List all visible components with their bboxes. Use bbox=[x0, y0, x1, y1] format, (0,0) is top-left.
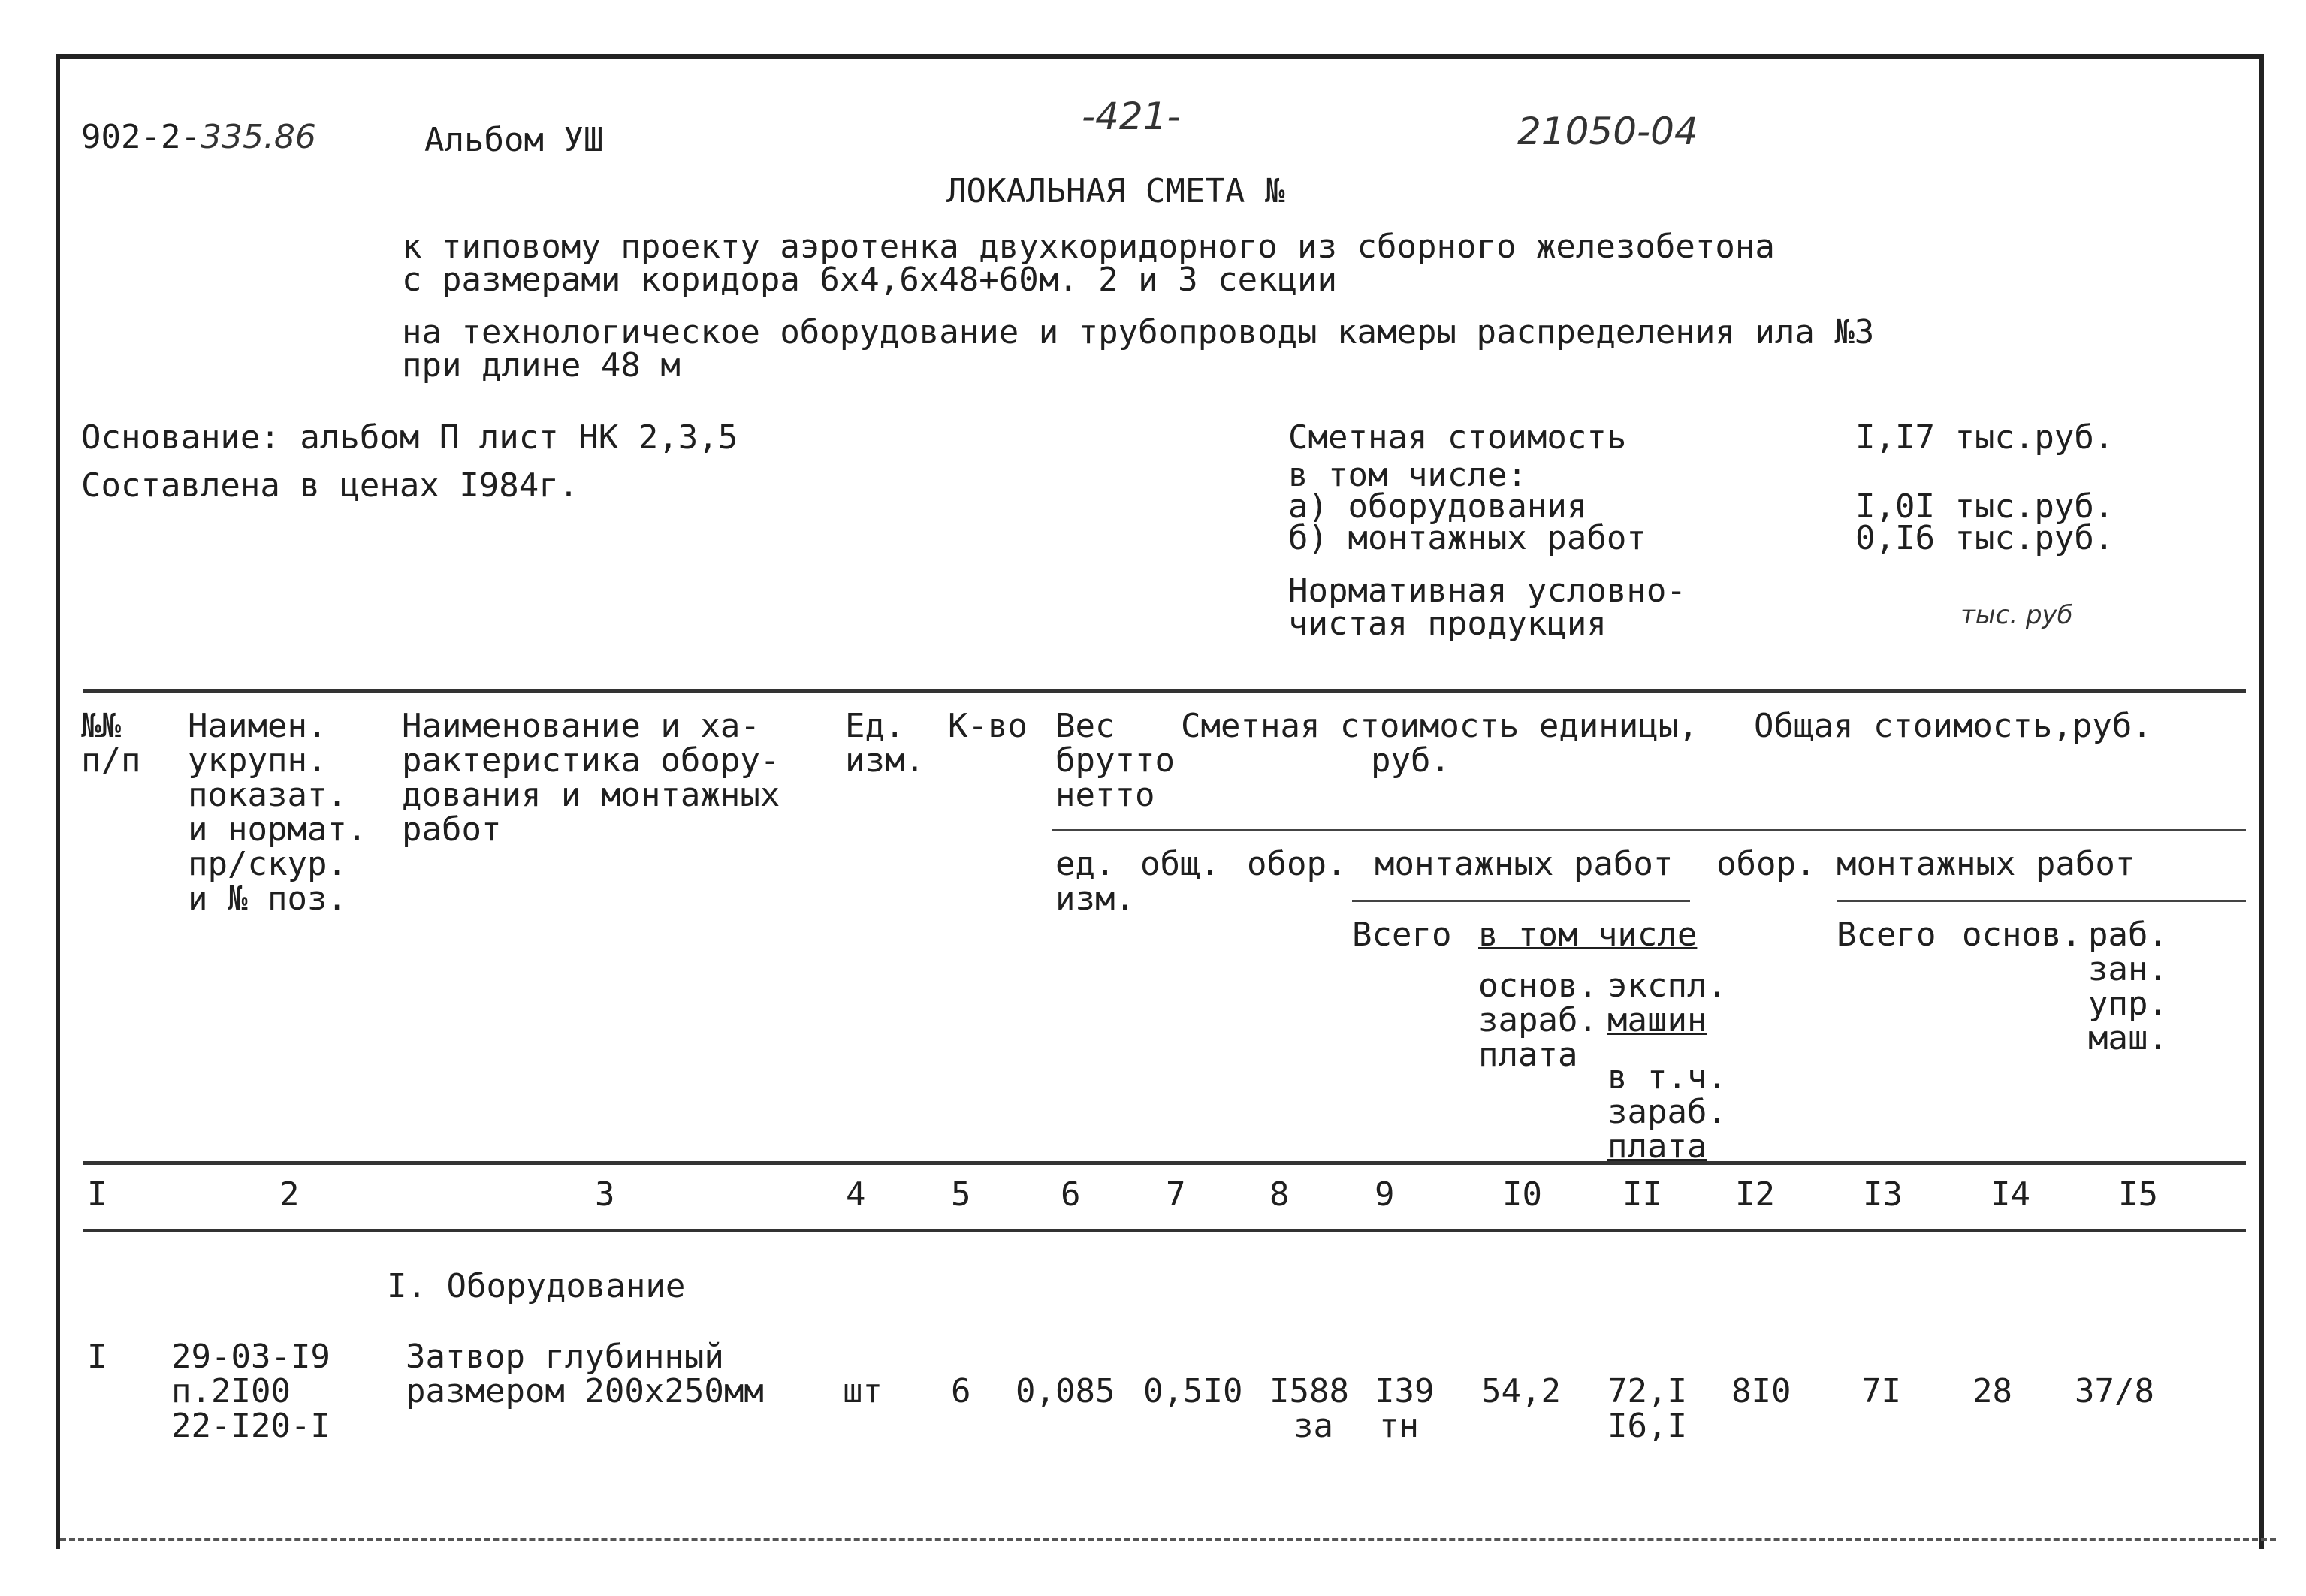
subtitle-line-1: к типовому проекту аэротенка двухкоридорного из сборного железобетона bbox=[402, 228, 1775, 266]
col-number-12: I2 bbox=[1735, 1175, 1775, 1214]
total-all-head: Всего bbox=[1837, 916, 1936, 954]
col-1-head-a: №№ bbox=[81, 707, 121, 745]
total-weight-head: общ. bbox=[1140, 845, 1220, 883]
doc-code bbox=[81, 120, 316, 155]
col-2-head-2: укрупн. bbox=[188, 741, 327, 780]
workers-head-1: раб. bbox=[2088, 916, 2168, 954]
unit-izm-head: изм. bbox=[1055, 879, 1135, 918]
normative-value-handwritten: тыс. руб bbox=[1960, 600, 2073, 630]
total-cost-label: Сметная стоимость bbox=[1288, 418, 1627, 457]
installation-label: б) монтажных работ bbox=[1288, 519, 1646, 557]
col-number-14: I4 bbox=[1991, 1175, 2030, 1214]
incl-wage-head-3: плата bbox=[1607, 1127, 1707, 1166]
installation-value: 0,I6 тыс.руб. bbox=[1855, 519, 2114, 557]
base-wage-head-3: плата bbox=[1478, 1036, 1578, 1074]
installation-total-head: монтажных работ bbox=[1837, 845, 2135, 883]
row-col-11: 72,I bbox=[1607, 1372, 1687, 1410]
header-rule-1 bbox=[1052, 829, 2246, 831]
row-col-8: I588 bbox=[1269, 1372, 1349, 1410]
subtitle-line-4: при длине 48 м bbox=[402, 346, 681, 385]
row-number: I bbox=[87, 1338, 107, 1376]
doc-code-printed: 902-2- bbox=[81, 118, 201, 156]
col-number-5: 5 bbox=[951, 1175, 971, 1214]
col-3-head-2: рактеристика обору- bbox=[402, 741, 780, 780]
row-code-2: п.2I00 bbox=[171, 1372, 291, 1410]
row-weight-total: 0,5I0 bbox=[1143, 1372, 1243, 1410]
col-number-10: I0 bbox=[1502, 1175, 1542, 1214]
col-number-7: 7 bbox=[1166, 1175, 1186, 1214]
col-number-13: I3 bbox=[1863, 1175, 1903, 1214]
machine-op-head-1: экспл. bbox=[1607, 967, 1727, 1005]
total-base-head: основ. bbox=[1962, 916, 2081, 954]
unit-ed-head: ед. bbox=[1055, 845, 1115, 883]
col-number-9: 9 bbox=[1375, 1175, 1395, 1214]
col-1-head-b: п/п bbox=[81, 741, 141, 780]
including-head: в том числе bbox=[1478, 916, 1698, 954]
col-2-head-3: показат. bbox=[188, 776, 347, 814]
row-qty: 6 bbox=[951, 1372, 971, 1410]
album-label: Альбом УШ bbox=[424, 121, 604, 159]
col-4-head-a: Ед. bbox=[845, 707, 905, 745]
equipment-total-head: обор. bbox=[1716, 845, 1816, 883]
machine-op-head-2: машин bbox=[1607, 1001, 1707, 1039]
row-name-2: размером 200х250мм bbox=[406, 1372, 764, 1410]
sheet-number-handwritten: 21050-04 bbox=[1517, 110, 1698, 153]
equipment-unit-head: обор. bbox=[1247, 845, 1347, 883]
col-2-head-5: пр/скур. bbox=[188, 845, 347, 883]
row-col-14: 28 bbox=[1972, 1372, 2012, 1410]
row-col-13: 7I bbox=[1861, 1372, 1901, 1410]
normative-label-2: чистая продукция bbox=[1288, 605, 1607, 643]
row-col-8-sub: за bbox=[1293, 1407, 1333, 1445]
prices-line: Составлена в ценах I984г. bbox=[81, 466, 579, 505]
col-3-head-4: работ bbox=[402, 810, 502, 849]
column-numbers-rule bbox=[83, 1229, 2246, 1232]
basis-line: Основание: альбом П лист НК 2,3,5 bbox=[81, 418, 738, 457]
installation-unit-head: монтажных работ bbox=[1375, 845, 1674, 883]
col-6-head-3: нетто bbox=[1055, 776, 1155, 814]
row-unit: шт bbox=[843, 1372, 883, 1410]
row-weight-unit: 0,085 bbox=[1016, 1372, 1115, 1410]
workers-head-3: упр. bbox=[2088, 985, 2168, 1023]
col-number-15: I5 bbox=[2118, 1175, 2158, 1214]
base-wage-head-1: основ. bbox=[1478, 967, 1598, 1005]
workers-head-2: зан. bbox=[2088, 950, 2168, 988]
unit-cost-head: Сметная стоимость единицы, bbox=[1181, 707, 1698, 745]
row-col-11-sub: I6,I bbox=[1607, 1407, 1687, 1445]
unit-all-head: Всего bbox=[1352, 916, 1452, 954]
incl-wage-head-1: в т.ч. bbox=[1607, 1058, 1727, 1097]
total-cost-head: Общая стоимость,руб. bbox=[1754, 707, 2152, 745]
workers-head-4: маш. bbox=[2088, 1019, 2168, 1057]
col-4-head-b: изм. bbox=[845, 741, 925, 780]
document-title: ЛОКАЛЬНАЯ СМЕТА № bbox=[946, 172, 1285, 210]
col-6-head-1: Вес bbox=[1055, 707, 1115, 745]
col-number-1: I bbox=[87, 1175, 107, 1214]
row-col-9: I39 bbox=[1375, 1372, 1435, 1410]
equipment-label: а) оборудования bbox=[1288, 487, 1587, 526]
col-2-head-4: и нормат. bbox=[188, 810, 367, 849]
row-col-10: 54,2 bbox=[1481, 1372, 1561, 1410]
col-number-3: 3 bbox=[595, 1175, 615, 1214]
col-number-6: 6 bbox=[1061, 1175, 1081, 1214]
col-5-head: К-во bbox=[948, 707, 1028, 745]
header-bottom-rule bbox=[83, 1161, 2246, 1165]
unit-cost-rub: руб. bbox=[1371, 741, 1450, 780]
page-number-handwritten: -421- bbox=[1082, 95, 1181, 138]
subtitle-line-2: с размерами коридора 6х4,6х48+60м. 2 и 3 секции bbox=[402, 261, 1338, 299]
col-3-head-3: дования и монтажных bbox=[402, 776, 780, 814]
col-number-8: 8 bbox=[1269, 1175, 1290, 1214]
row-col-9-sub: тн bbox=[1379, 1407, 1419, 1445]
page-bottom-edge bbox=[60, 1538, 2276, 1541]
equipment-value: I,0I тыс.руб. bbox=[1855, 487, 2114, 526]
col-3-head-1: Наименование и ха- bbox=[402, 707, 760, 745]
incl-wage-head-2: зараб. bbox=[1607, 1093, 1727, 1131]
row-col-12: 8I0 bbox=[1731, 1372, 1791, 1410]
row-code-1: 29-03-I9 bbox=[171, 1338, 331, 1376]
row-name-1: Затвор глубинный bbox=[406, 1338, 724, 1376]
base-wage-head-2: зараб. bbox=[1478, 1001, 1598, 1039]
row-code-3: 22-I20-I bbox=[171, 1407, 331, 1445]
col-6-head-2: брутто bbox=[1055, 741, 1175, 780]
subtitle-line-3: на технологическое оборудование и трубопроводы камеры распределения ила №3 bbox=[402, 313, 1875, 351]
normative-label-1: Нормативная условно- bbox=[1288, 572, 1686, 610]
col-number-11: II bbox=[1622, 1175, 1662, 1214]
col-number-2: 2 bbox=[279, 1175, 300, 1214]
section-heading: I. Оборудование bbox=[387, 1267, 686, 1305]
col-number-4: 4 bbox=[846, 1175, 866, 1214]
col-2-head-6: и № поз. bbox=[188, 879, 347, 918]
col-2-head-1: Наимен. bbox=[188, 707, 327, 745]
row-col-15: 37/8 bbox=[2075, 1372, 2154, 1410]
table-top-rule bbox=[83, 689, 2246, 693]
header-rule-mont2 bbox=[1837, 900, 2246, 902]
including-label: в том числе: bbox=[1288, 456, 1527, 494]
total-cost-value: I,I7 тыс.руб. bbox=[1855, 418, 2114, 457]
header-rule-mont1 bbox=[1352, 900, 1690, 902]
doc-code-handwritten: 335.86 bbox=[200, 118, 316, 156]
